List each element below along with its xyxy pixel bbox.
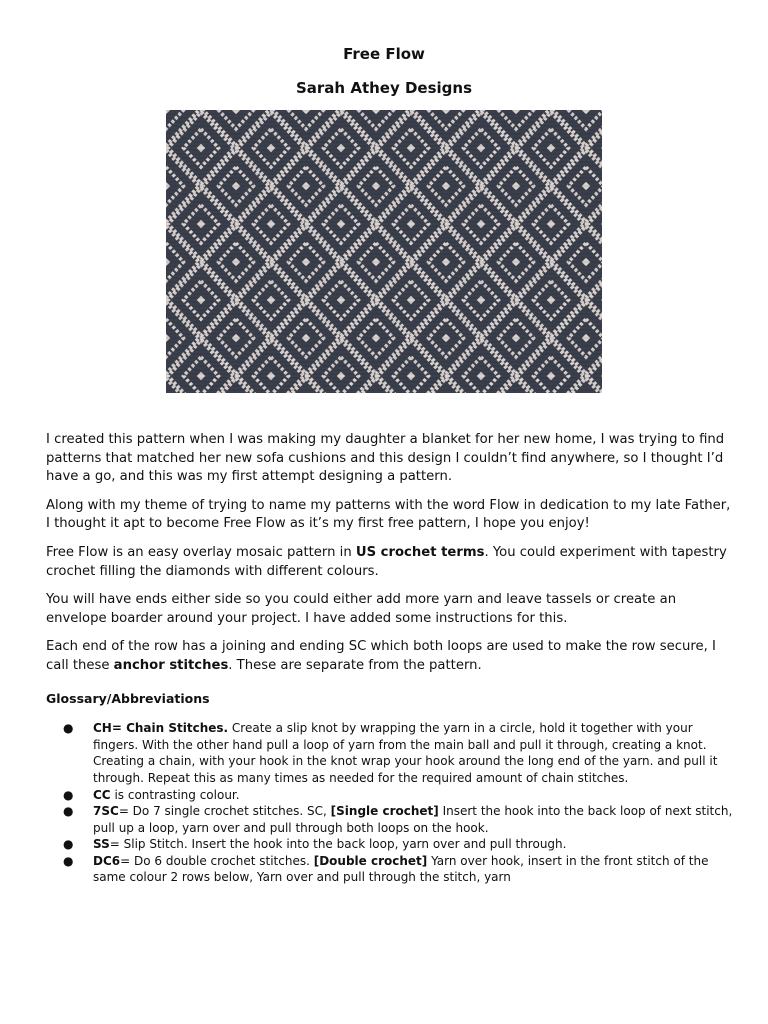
page-subtitle: Sarah Athey Designs bbox=[295, 79, 472, 97]
glossary-text: = Do 6 double crochet stitches. bbox=[120, 853, 314, 868]
paragraph-text: Free Flow is an easy overlay mosaic pattern in bbox=[46, 544, 356, 560]
bullet-icon: ● bbox=[63, 837, 74, 852]
bullet-icon: ● bbox=[63, 853, 74, 868]
intro-paragraph: I created this pattern when I was making my daughter a blanket for her new home, I was trying to find patterns that matched her new sofa cushions and this design I couldn’t find anywhere, so I thought I’d have a go, and this was my first attempt designing a pattern. bbox=[46, 432, 725, 485]
glossary-term-secondary: [Single crochet] bbox=[330, 804, 439, 819]
glossary-text: Create a slip knot by wrapping the yarn in a circle, hold it together with your fingers. With the other hand pull a loop of yarn from the main ball and pull it through, creating a knot. Creating a chain, with your hook in the knot wrap your hook around the long end of the yarn. and pull it through. Repeat this as many times as needed for the required amount of chain stitches. bbox=[93, 721, 718, 785]
anchor-stitches: anchor stitches bbox=[113, 657, 229, 673]
glossary-item-7sc bbox=[46, 803, 736, 836]
glossary-term: CH= Chain Stitches. bbox=[93, 721, 229, 736]
glossary-text: is contrasting colour. bbox=[110, 787, 240, 802]
glossary-term-secondary: [Double crochet] bbox=[313, 853, 428, 868]
document-body bbox=[46, 431, 736, 886]
crochet-pattern-photo bbox=[166, 110, 602, 393]
bullet-icon: ● bbox=[63, 721, 74, 736]
glossary-term: CC bbox=[93, 787, 111, 802]
glossary-text: = Do 7 single crochet stitches. SC, bbox=[118, 804, 331, 819]
glossary-heading: Glossary/Abbreviations bbox=[46, 690, 210, 706]
glossary-text: Insert the hook into the back loop of next stitch, pull up a loop, yarn over and pull through both loops on the hook. bbox=[93, 804, 733, 835]
glossary-term: 7SC bbox=[93, 804, 119, 819]
anchor-paragraph bbox=[46, 638, 736, 675]
bullet-icon: ● bbox=[63, 787, 74, 802]
us-crochet-terms: US crochet terms bbox=[355, 544, 485, 560]
glossary-term: SS bbox=[93, 837, 110, 852]
glossary-item-cc bbox=[46, 787, 736, 804]
glossary-item-ch bbox=[46, 720, 736, 786]
glossary-text: = Slip Stitch. Insert the hook into the back loop, yarn over and pull through. bbox=[109, 837, 567, 852]
pattern-type-paragraph bbox=[46, 544, 736, 581]
paragraph-text: . These are separate from the pattern. bbox=[228, 657, 482, 673]
glossary-text: Yarn over hook, insert in the front stitch of the same colour 2 rows below, Yarn over and pull through the stitch, yarn bbox=[93, 853, 709, 885]
paragraph-text: . You could experiment with tapestry crochet filling the diamonds with different colours. bbox=[46, 544, 727, 579]
mosaic-diamond-pattern-image bbox=[166, 110, 602, 393]
glossary-list bbox=[46, 720, 736, 886]
glossary-item-ss bbox=[46, 836, 736, 853]
dedication-paragraph: Along with my theme of trying to name my patterns with the word Flow in dedication to my late Father, I thought it apt to become Free Flow as it’s my first free pattern, I hope you enjoy! bbox=[46, 497, 731, 532]
glossary-item-dc6 bbox=[46, 853, 736, 886]
bullet-icon: ● bbox=[63, 804, 74, 819]
ends-paragraph: You will have ends either side so you could either add more yarn and leave tassels or create an envelope boarder around your project. I have added some instructions for this. bbox=[46, 592, 677, 626]
paragraph-text: Each end of the row has a joining and ending SC which both loops are used to make the row secure, I call these bbox=[46, 639, 716, 673]
glossary-term: DC6 bbox=[93, 853, 121, 868]
page-title: Free Flow bbox=[343, 45, 425, 63]
